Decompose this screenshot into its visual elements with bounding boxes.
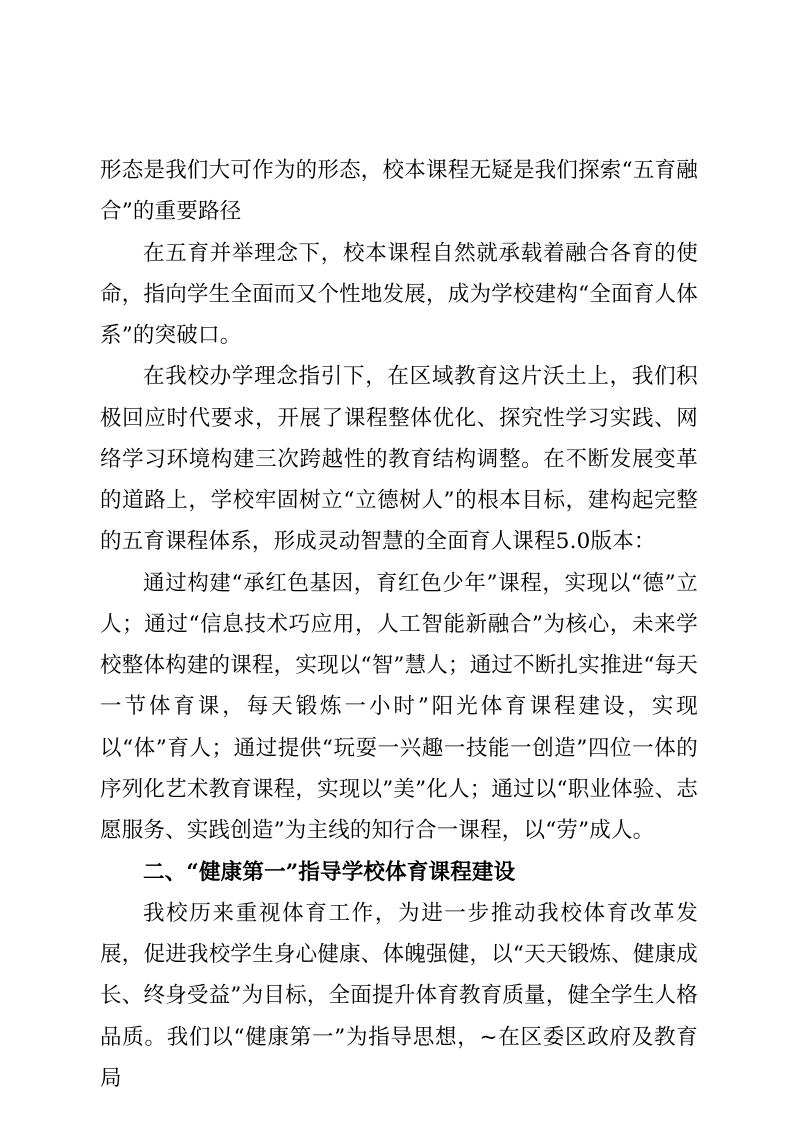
paragraph-continuation: 形态是我们大可作为的形态，校本课程无疑是我们探索“五育融合”的重要路径 <box>100 158 698 225</box>
paragraph-body: 我校历来重视体育工作，为进一步推动我校体育改革发展，促进我校学生身心健康、体魄强健，以“天天锻炼、健康成长、终身受益”为目标，全面提升体育教育质量，健全学生人格品质。我们以“健康第一”为指导思想，~在区委区政府及教育局 <box>100 900 698 1091</box>
document-body <box>100 150 698 1099</box>
paragraph-body: 通过构建“承红色基因，育红色少年”课程，实现以“德”立人；通过“信息技术巧应用，人工智能新融合”为核心，未来学校整体构建的课程，实现以“智”慧人；通过不断扎实推进“每天一节体育课，每天锻炼一小时”阳光体育课程建设，实现以“体”育人；通过提供“玩耍一兴趣一技能一创造”四位一体的序列化艺术教育课程，实现以”美”化人；通过以“职业体验、志愿服务、实践创造”为主线的知行合一课程，以“劳”成人。 <box>100 570 698 844</box>
paragraph-body: 在五育并举理念下，校本课程自然就承载着融合各育的使命，指向学生全面而又个性地发展，成为学校建构“全面育人体系”的突破口。 <box>100 240 698 349</box>
paragraph-body: 在我校办学理念指引下，在区域教育这片沃土上，我们积极回应时代要求，开展了课程整体优化、探究性学习实践、网络学习环境构建三次跨越性的教育结构调整。在不断发展变革的道路上，学校牢固树立“立德树人”的根本目标，建构起完整的五育课程体系，形成灵动智慧的全面育人课程5.0版本： <box>100 364 698 555</box>
section-heading: 二、“健康第一”指导学校体育课程建设 <box>143 859 516 885</box>
